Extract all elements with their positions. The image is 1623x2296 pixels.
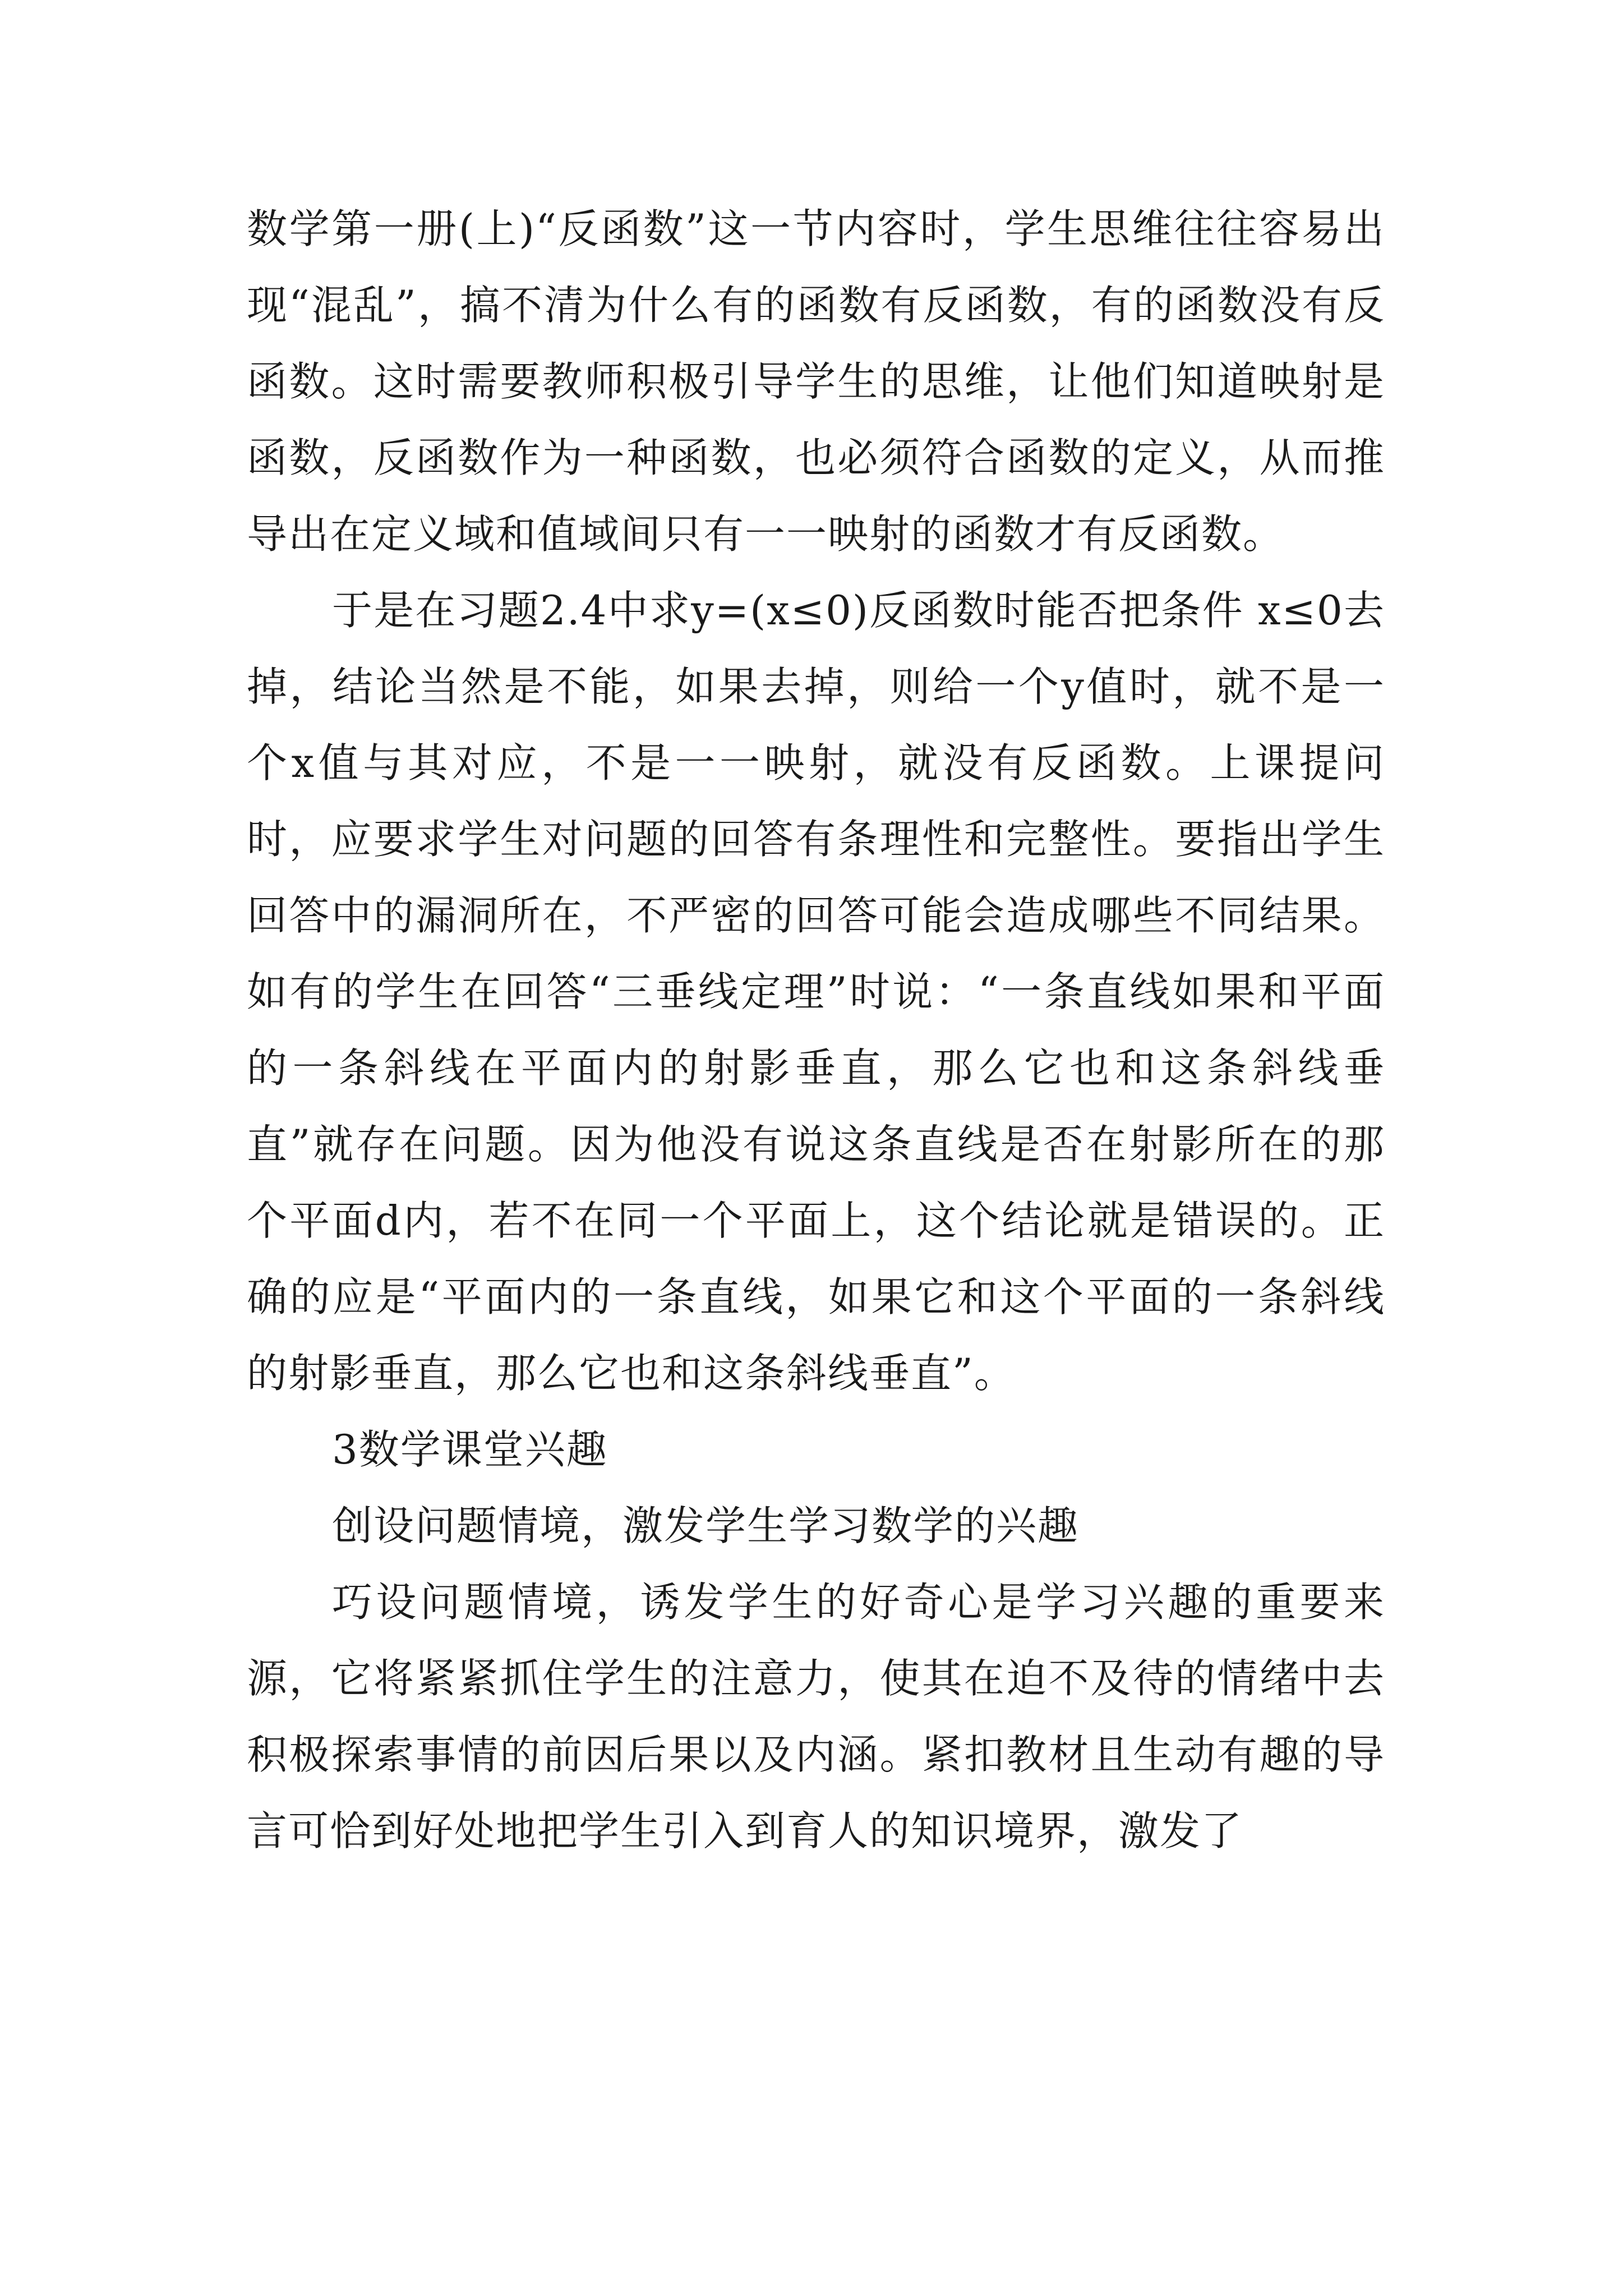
paragraph-exercise-example: 于是在习题2.4中求y=(x≤0)反函数时能否把条件 x≤0去掉，结论当然是不能，如果去掉，则给一个y值时，就不是一个x值与其对应，不是一一映射，就没有反函数。上课提问时，应要求学生对问题的回答有条理性和完整性。要指出学生回答中的漏洞所在，不严密的回答可能会造成哪些不同结果。如有的学生在回答“三垂线定理”时说：“一条直线如果和平面的一条斜线在平面内的射影垂直，那么它也和这条斜线垂直”就存在问题。因为他没有说这条直线是否在射影所在的那个平面d内，若不在同一个平面上，这个结论就是错误的。正确的应是“平面内的一条直线，如果它和这个平面的一条斜线的射影垂直，那么它也和这条斜线垂直”。	[247, 587, 1385, 1397]
paragraph-problem-situation: 巧设问题情境，诱发学生的好奇心是学习兴趣的重要来源，它将紧紧抓住学生的注意力，使其在迫不及待的情绪中去积极探索事情的前因后果以及内涵。紧扣教材且生动有趣的导言可恰到好处地把学生引入到育人的知识境界，激发了	[247, 1579, 1385, 1855]
section-heading: 3数学课堂兴趣	[332, 1426, 608, 1473]
document-page	[247, 191, 1385, 1869]
subheading: 创设问题情境，激发学生学习数学的兴趣	[332, 1502, 1080, 1549]
paragraph-inverse-function-intro: 数学第一册(上)“反函数”这一节内容时，学生思维往往容易出现“混乱”，搞不清为什么有的函数有反函数，有的函数没有反函数。这时需要教师积极引导学生的思维，让他们知道映射是函数，反函数作为一种函数，也必须符合函数的定义，从而推导出在定义域和值域间只有一一映射的函数才有反函数。	[247, 205, 1385, 558]
